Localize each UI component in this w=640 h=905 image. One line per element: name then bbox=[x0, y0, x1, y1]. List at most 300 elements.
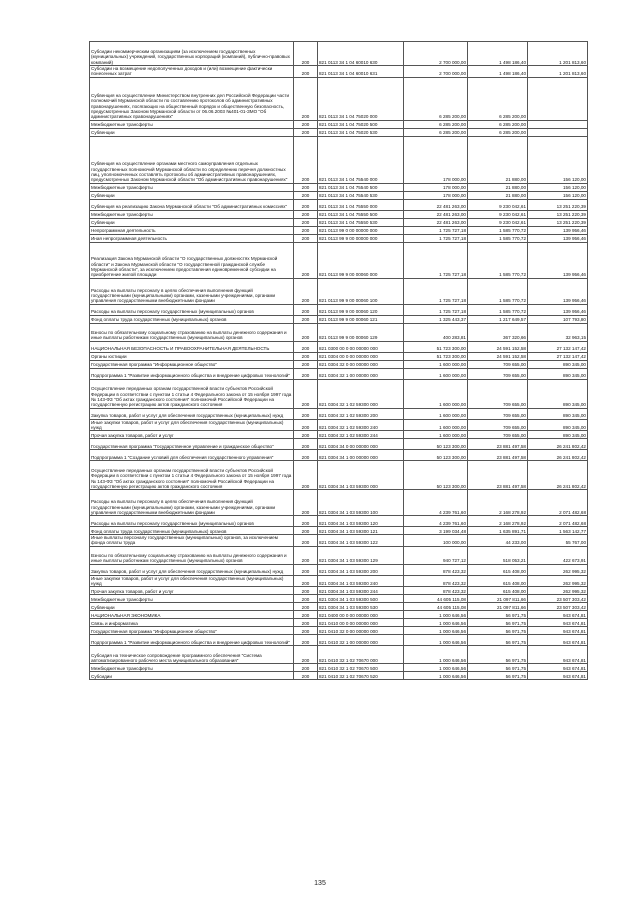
row-approved-cell: 878 423,32 bbox=[404, 575, 468, 587]
row-classification-cell: 821 0410 32 1 00 00000 000 bbox=[318, 635, 404, 646]
row-approved-cell: 22 481 263,00 bbox=[404, 218, 468, 226]
table-row bbox=[90, 304, 588, 315]
row-executed-cell: 709 655,00 bbox=[468, 379, 528, 408]
row-code-cell: 200 bbox=[294, 304, 318, 315]
row-executed-cell: 709 655,00 bbox=[468, 360, 528, 368]
row-executed-cell: 44 233,00 bbox=[468, 535, 528, 547]
row-approved-cell: 1 325 443,37 bbox=[404, 315, 468, 323]
row-name-cell: Субвенция на осуществление Министерством внутренних дел Российской Федерации части полномочий Мурманской области по составлению протоколов об административных правонарушениях, посягающих на общественный порядок и общественную безопасность, предусмотренных Законом Мурманской области от 06.06.2003 №401-01-ЗМО "Об административных правонарушениях" bbox=[90, 77, 294, 120]
row-name-cell: Межбюджетные трансферты bbox=[90, 120, 294, 128]
row-approved-cell: 1 000 646,56 bbox=[404, 664, 468, 672]
row-code-cell: 200 bbox=[294, 379, 318, 408]
row-classification-cell: 821 0304 34 1 03 59300 500 bbox=[318, 595, 404, 603]
row-unexecuted-cell: 890 345,00 bbox=[528, 360, 588, 368]
row-unexecuted-cell: 139 956,46 bbox=[528, 242, 588, 278]
row-executed-cell: 518 053,21 bbox=[468, 546, 528, 564]
table-row bbox=[90, 242, 588, 278]
row-approved-cell: 100 000,00 bbox=[404, 535, 468, 547]
row-code-cell: 200 bbox=[294, 535, 318, 547]
row-name-cell: Государственная программа "Информационное общество" bbox=[90, 360, 294, 368]
row-unexecuted-cell: 262 995,32 bbox=[528, 564, 588, 575]
row-unexecuted-cell: 32 963,15 bbox=[528, 323, 588, 341]
table-row bbox=[90, 587, 588, 595]
row-classification-cell: 821 0113 34 1 04 75020 530 bbox=[318, 128, 404, 136]
row-name-cell: Подпрограмма 1 "Развитие информационного общества и внедрение цифровых технологий" bbox=[90, 635, 294, 646]
row-name-cell: Реализация Закона Мурманской области "О государственных должностях Мурманской области" и Закона Мурманской области "О государственной гражданской службе Мурманской области", за исключением предоставления единовременной субсидии на приобретение жилой площади bbox=[90, 242, 294, 278]
table-row bbox=[90, 315, 588, 323]
row-unexecuted-cell: 2 071 482,68 bbox=[528, 516, 588, 527]
table-row bbox=[90, 66, 588, 78]
row-code-cell: 200 bbox=[294, 603, 318, 611]
row-classification-cell: 821 0113 99 9 00 00060 129 bbox=[318, 323, 404, 341]
row-name-cell: Взносы по обязательному социальному страхованию на выплаты денежного содержания и иные выплаты работникам государственных (муниципальных) органов bbox=[90, 323, 294, 341]
row-approved-cell: 1 600 000,00 bbox=[404, 368, 468, 379]
row-unexecuted-cell: 13 251 220,39 bbox=[528, 210, 588, 218]
row-executed-cell: 21 097 811,66 bbox=[468, 595, 528, 603]
row-classification-cell: 821 0410 32 1 02 70670 500 bbox=[318, 664, 404, 672]
table-row bbox=[90, 672, 588, 680]
table-row bbox=[90, 635, 588, 646]
row-unexecuted-cell: 139 956,46 bbox=[528, 304, 588, 315]
row-code-cell: 200 bbox=[294, 635, 318, 646]
row-code-cell: 200 bbox=[294, 461, 318, 490]
row-classification-cell: 821 0304 32 0 00 00000 000 bbox=[318, 360, 404, 368]
row-unexecuted-cell: 139 956,46 bbox=[528, 226, 588, 234]
row-executed-cell: 1 585 770,72 bbox=[468, 278, 528, 304]
row-name-cell: Закупка товаров, работ и услуг для обеспечения государственных (муниципальных) нужд bbox=[90, 564, 294, 575]
row-classification-cell: 821 0113 99 9 00 00060 120 bbox=[318, 304, 404, 315]
row-classification-cell: 821 0113 99 9 00 00060 100 bbox=[318, 278, 404, 304]
table-row bbox=[90, 564, 588, 575]
row-approved-cell: 400 283,81 bbox=[404, 323, 468, 341]
row-unexecuted-cell: 13 251 220,39 bbox=[528, 218, 588, 226]
table-row bbox=[90, 461, 588, 490]
table-row bbox=[90, 627, 588, 635]
row-code-cell: 200 bbox=[294, 419, 318, 431]
row-executed-cell: 615 408,00 bbox=[468, 587, 528, 595]
row-name-cell: Расходы на выплаты персоналу в целях обеспечения выполнения функций государственными (муниципальными) органами, казенными учреждениями, органами управления государственными внебюджетными фондами bbox=[90, 278, 294, 304]
table-row bbox=[90, 368, 588, 379]
row-unexecuted-cell: 422 673,91 bbox=[528, 546, 588, 564]
row-unexecuted-cell bbox=[528, 120, 588, 128]
row-code-cell: 200 bbox=[294, 595, 318, 603]
row-code-cell: 200 bbox=[294, 352, 318, 360]
row-name-cell: Фонд оплаты труда государственных (муниципальных) органов bbox=[90, 527, 294, 535]
row-classification-cell: 821 0304 34 1 03 59300 530 bbox=[318, 603, 404, 611]
row-executed-cell: 56 971,75 bbox=[468, 635, 528, 646]
row-approved-cell: 178 000,00 bbox=[404, 183, 468, 191]
row-unexecuted-cell: 55 767,00 bbox=[528, 535, 588, 547]
row-unexecuted-cell: 890 345,00 bbox=[528, 408, 588, 419]
row-unexecuted-cell: 23 507 303,42 bbox=[528, 595, 588, 603]
row-executed-cell: 24 591 152,58 bbox=[468, 352, 528, 360]
row-approved-cell: 878 423,32 bbox=[404, 564, 468, 575]
table-row bbox=[90, 450, 588, 461]
row-code-cell: 200 bbox=[294, 360, 318, 368]
row-executed-cell: 56 971,75 bbox=[468, 646, 528, 664]
row-unexecuted-cell: 156 120,00 bbox=[528, 183, 588, 191]
row-code-cell: 200 bbox=[294, 315, 318, 323]
row-code-cell: 200 bbox=[294, 546, 318, 564]
page-number: 135 bbox=[314, 880, 326, 887]
row-executed-cell: 6 285 200,00 bbox=[468, 128, 528, 136]
row-name-cell: Субсидии bbox=[90, 672, 294, 680]
row-unexecuted-cell: 943 674,81 bbox=[528, 646, 588, 664]
row-classification-cell: 821 0304 34 0 00 00000 000 bbox=[318, 439, 404, 450]
row-classification-cell: 821 0113 34 1 04 75020 000 bbox=[318, 77, 404, 120]
table-row bbox=[90, 352, 588, 360]
table-row bbox=[90, 234, 588, 242]
table-row bbox=[90, 183, 588, 191]
row-unexecuted-cell bbox=[528, 128, 588, 136]
row-classification-cell: 821 0113 34 1 04 75540 000 bbox=[318, 136, 404, 183]
table-row bbox=[90, 419, 588, 431]
row-approved-cell: 1 725 727,18 bbox=[404, 226, 468, 234]
row-classification-cell: 821 0304 34 1 03 59300 200 bbox=[318, 564, 404, 575]
table-row bbox=[90, 199, 588, 210]
row-name-cell: Подпрограмма 1 "Развитие информационного общества и внедрение цифровых технологий" bbox=[90, 368, 294, 379]
row-classification-cell: 821 0113 34 1 04 75550 500 bbox=[318, 210, 404, 218]
row-code-cell: 200 bbox=[294, 341, 318, 352]
table-row bbox=[90, 664, 588, 672]
row-unexecuted-cell: 26 241 802,42 bbox=[528, 439, 588, 450]
row-classification-cell: 821 0410 32 1 02 70670 520 bbox=[318, 672, 404, 680]
table-body bbox=[90, 42, 588, 680]
row-executed-cell: 709 655,00 bbox=[468, 431, 528, 439]
row-executed-cell: 24 591 152,58 bbox=[468, 341, 528, 352]
row-executed-cell: 367 320,66 bbox=[468, 323, 528, 341]
table-row bbox=[90, 431, 588, 439]
row-code-cell: 200 bbox=[294, 564, 318, 575]
row-executed-cell: 56 971,75 bbox=[468, 627, 528, 635]
row-unexecuted-cell: 156 120,00 bbox=[528, 136, 588, 183]
row-name-cell: Расходы на выплаты персоналу государственных (муниципальных) органов bbox=[90, 304, 294, 315]
row-classification-cell: 821 0410 32 1 02 70670 000 bbox=[318, 646, 404, 664]
row-name-cell: Государственная программа "Информационное общество" bbox=[90, 627, 294, 635]
row-unexecuted-cell: 262 995,32 bbox=[528, 587, 588, 595]
row-approved-cell: 50 123 300,00 bbox=[404, 439, 468, 450]
row-classification-cell: 821 0304 00 0 00 00000 000 bbox=[318, 352, 404, 360]
row-name-cell: Государственная программа "Государственное управление и гражданское общество" bbox=[90, 439, 294, 450]
row-classification-cell: 821 0304 34 1 03 59300 240 bbox=[318, 575, 404, 587]
row-approved-cell: 6 285 200,00 bbox=[404, 128, 468, 136]
row-name-cell: Расходы на выплаты персоналу государственных (муниципальных) органов bbox=[90, 516, 294, 527]
row-unexecuted-cell: 27 132 147,42 bbox=[528, 341, 588, 352]
row-code-cell: 200 bbox=[294, 450, 318, 461]
row-name-cell: Фонд оплаты труда государственных (муниципальных) органов bbox=[90, 315, 294, 323]
row-classification-cell: 821 0113 34 1 04 75540 500 bbox=[318, 183, 404, 191]
row-executed-cell: 1 585 770,72 bbox=[468, 234, 528, 242]
row-classification-cell: 821 0113 34 1 04 60010 631 bbox=[318, 66, 404, 78]
row-code-cell: 200 bbox=[294, 210, 318, 218]
row-executed-cell: 1 217 649,57 bbox=[468, 315, 528, 323]
row-classification-cell: 821 0304 34 1 03 59300 000 bbox=[318, 461, 404, 490]
row-executed-cell: 21 097 811,66 bbox=[468, 603, 528, 611]
row-name-cell: Иные выплаты персоналу государственных (муниципальных) органов, за исключением фонда оплаты труда bbox=[90, 535, 294, 547]
row-approved-cell: 1 725 727,18 bbox=[404, 304, 468, 315]
table-row bbox=[90, 439, 588, 450]
table-row bbox=[90, 646, 588, 664]
row-name-cell: Закупка товаров, работ и услуг для обеспечения государственных (муниципальных) нужд bbox=[90, 408, 294, 419]
row-approved-cell: 22 481 263,00 bbox=[404, 210, 468, 218]
table-row bbox=[90, 218, 588, 226]
row-code-cell: 200 bbox=[294, 66, 318, 78]
row-name-cell: Субвенции bbox=[90, 603, 294, 611]
row-approved-cell: 1 000 646,56 bbox=[404, 646, 468, 664]
row-approved-cell: 1 600 000,00 bbox=[404, 360, 468, 368]
row-unexecuted-cell: 2 071 482,68 bbox=[528, 490, 588, 516]
row-executed-cell: 1 635 891,71 bbox=[468, 527, 528, 535]
row-executed-cell: 1 498 186,40 bbox=[468, 42, 528, 66]
table-row bbox=[90, 611, 588, 619]
table-row bbox=[90, 595, 588, 603]
row-approved-cell: 50 123 300,00 bbox=[404, 450, 468, 461]
row-approved-cell: 1 725 727,18 bbox=[404, 242, 468, 278]
row-approved-cell: 1 000 646,56 bbox=[404, 635, 468, 646]
row-unexecuted-cell: 13 251 220,39 bbox=[528, 199, 588, 210]
row-name-cell: Органы юстиции bbox=[90, 352, 294, 360]
row-classification-cell: 821 0410 32 0 00 00000 000 bbox=[318, 627, 404, 635]
row-code-cell: 200 bbox=[294, 278, 318, 304]
row-approved-cell: 22 481 263,00 bbox=[404, 199, 468, 210]
row-classification-cell: 821 0304 34 1 03 59300 100 bbox=[318, 490, 404, 516]
row-executed-cell: 56 971,75 bbox=[468, 611, 528, 619]
row-name-cell: Межбюджетные трансферты bbox=[90, 664, 294, 672]
row-classification-cell: 821 0113 99 9 00 00060 000 bbox=[318, 242, 404, 278]
row-name-cell: НАЦИОНАЛЬНАЯ ЭКОНОМИКА bbox=[90, 611, 294, 619]
table-row bbox=[90, 191, 588, 199]
table-row bbox=[90, 379, 588, 408]
row-classification-cell: 821 0400 00 0 00 00000 000 bbox=[318, 611, 404, 619]
row-approved-cell: 178 000,00 bbox=[404, 136, 468, 183]
row-executed-cell: 709 655,00 bbox=[468, 368, 528, 379]
row-approved-cell: 1 000 646,56 bbox=[404, 619, 468, 627]
row-approved-cell: 1 600 000,00 bbox=[404, 408, 468, 419]
table-row bbox=[90, 136, 588, 183]
row-name-cell: Субвенция на реализацию Закона Мурманской области "Об административных комиссиях" bbox=[90, 199, 294, 210]
row-code-cell: 200 bbox=[294, 672, 318, 680]
row-approved-cell: 44 605 115,08 bbox=[404, 603, 468, 611]
row-name-cell: Расходы на выплаты персоналу в целях обеспечения выполнения функций государственными (муниципальными) органами, казенными учреждениями, органами управления государственными внебюджетными фондами bbox=[90, 490, 294, 516]
row-code-cell: 200 bbox=[294, 183, 318, 191]
row-name-cell: Осуществление переданных органам государственной власти субъектов Российской Федерации в соответствии с пунктом 1 статьи 4 Федерального закона от 15 ноября 1997 года № 143-ФЗ "Об актах гражданского состояния" полномочий Российской Федерации на государственную регистрацию актов гражданского состояния bbox=[90, 379, 294, 408]
row-code-cell: 200 bbox=[294, 128, 318, 136]
row-approved-cell: 878 423,32 bbox=[404, 587, 468, 595]
row-classification-cell: 821 0300 00 0 00 00000 000 bbox=[318, 341, 404, 352]
table-row bbox=[90, 210, 588, 218]
table-row bbox=[90, 408, 588, 419]
row-name-cell: Осуществление переданных органам государственной власти субъектов Российской Федерации в соответствии с пунктом 1 статьи 4 Федерального закона от 15 ноября 1997 года № 143-ФЗ "Об актах гражданского состояния" полномочий Российской Федерации на государственную регистрацию актов гражданского состояния bbox=[90, 461, 294, 490]
row-name-cell: Подпрограмма 1 "Создание условий для обеспечения государственного управления" bbox=[90, 450, 294, 461]
row-name-cell: Прочая закупка товаров, работ и услуг bbox=[90, 431, 294, 439]
row-executed-cell: 21 880,00 bbox=[468, 136, 528, 183]
row-unexecuted-cell: 26 241 802,42 bbox=[528, 450, 588, 461]
row-code-cell: 200 bbox=[294, 77, 318, 120]
row-code-cell: 200 bbox=[294, 439, 318, 450]
row-unexecuted-cell: 139 956,46 bbox=[528, 234, 588, 242]
table-row bbox=[90, 341, 588, 352]
row-unexecuted-cell: 262 995,32 bbox=[528, 575, 588, 587]
row-executed-cell: 1 585 770,72 bbox=[468, 226, 528, 234]
row-classification-cell: 821 0113 99 0 00 00000 000 bbox=[318, 226, 404, 234]
row-name-cell: НАЦИОНАЛЬНАЯ БЕЗОПАСНОСТЬ И ПРАВООХРАНИТЕЛЬНАЯ ДЕЯТЕЛЬНОСТЬ bbox=[90, 341, 294, 352]
row-code-cell: 200 bbox=[294, 120, 318, 128]
row-name-cell: Межбюджетные трансферты bbox=[90, 183, 294, 191]
row-approved-cell: 1 725 727,18 bbox=[404, 234, 468, 242]
row-code-cell: 200 bbox=[294, 627, 318, 635]
row-approved-cell: 1 000 646,56 bbox=[404, 672, 468, 680]
row-classification-cell: 821 0304 34 1 03 59300 121 bbox=[318, 527, 404, 535]
row-executed-cell: 6 285 200,00 bbox=[468, 120, 528, 128]
row-approved-cell: 4 239 761,60 bbox=[404, 516, 468, 527]
row-executed-cell: 2 168 278,92 bbox=[468, 490, 528, 516]
row-name-cell: Субсидия на техническое сопровождение программного обеспечения "Система автоматизированного рабочего места муниципального образования" bbox=[90, 646, 294, 664]
row-classification-cell: 821 0304 32 1 02 59300 244 bbox=[318, 431, 404, 439]
table-row bbox=[90, 226, 588, 234]
table-row bbox=[90, 575, 588, 587]
row-unexecuted-cell: 943 674,81 bbox=[528, 619, 588, 627]
row-classification-cell: 821 0304 34 1 00 00000 000 bbox=[318, 450, 404, 461]
table-row bbox=[90, 278, 588, 304]
row-executed-cell: 9 230 042,61 bbox=[468, 199, 528, 210]
row-approved-cell: 51 723 300,00 bbox=[404, 352, 468, 360]
row-code-cell: 200 bbox=[294, 516, 318, 527]
row-approved-cell: 1 600 000,00 bbox=[404, 431, 468, 439]
budget-execution-table bbox=[89, 41, 588, 680]
row-code-cell: 200 bbox=[294, 218, 318, 226]
row-code-cell: 200 bbox=[294, 619, 318, 627]
row-executed-cell: 6 285 200,00 bbox=[468, 77, 528, 120]
row-code-cell: 200 bbox=[294, 234, 318, 242]
row-name-cell: Иная непрограммная деятельность bbox=[90, 234, 294, 242]
row-code-cell: 200 bbox=[294, 611, 318, 619]
row-unexecuted-cell: 27 132 147,42 bbox=[528, 352, 588, 360]
row-executed-cell: 9 230 042,61 bbox=[468, 210, 528, 218]
table-row bbox=[90, 546, 588, 564]
row-classification-cell: 821 0113 34 1 04 75550 000 bbox=[318, 199, 404, 210]
row-code-cell: 200 bbox=[294, 490, 318, 516]
row-executed-cell: 23 881 497,58 bbox=[468, 450, 528, 461]
row-executed-cell: 56 971,75 bbox=[468, 664, 528, 672]
row-name-cell: Прочая закупка товаров, работ и услуг bbox=[90, 587, 294, 595]
row-approved-cell: 1 725 727,18 bbox=[404, 278, 468, 304]
row-unexecuted-cell: 107 793,80 bbox=[528, 315, 588, 323]
report-page bbox=[89, 41, 587, 680]
row-code-cell: 200 bbox=[294, 587, 318, 595]
table-row bbox=[90, 77, 588, 120]
row-unexecuted-cell: 890 345,00 bbox=[528, 368, 588, 379]
row-unexecuted-cell: 1 563 142,77 bbox=[528, 527, 588, 535]
row-classification-cell: 821 0304 32 1 02 59300 240 bbox=[318, 419, 404, 431]
row-executed-cell: 21 880,00 bbox=[468, 191, 528, 199]
row-name-cell: Межбюджетные трансферты bbox=[90, 210, 294, 218]
row-name-cell: Иные закупки товаров, работ и услуг для обеспечения государственных (муниципальных) нужд bbox=[90, 575, 294, 587]
row-classification-cell: 821 0304 32 1 02 59300 200 bbox=[318, 408, 404, 419]
row-code-cell: 200 bbox=[294, 136, 318, 183]
row-classification-cell: 821 0410 00 0 00 00000 000 bbox=[318, 619, 404, 627]
row-unexecuted-cell: 1 201 813,60 bbox=[528, 66, 588, 78]
table-row bbox=[90, 128, 588, 136]
row-classification-cell: 821 0113 99 9 00 00060 121 bbox=[318, 315, 404, 323]
table-row bbox=[90, 490, 588, 516]
row-name-cell: Взносы по обязательному социальному страхованию на выплаты денежного содержания и иные выплаты работникам государственных (муниципальных) органов bbox=[90, 546, 294, 564]
row-executed-cell: 56 971,75 bbox=[468, 672, 528, 680]
row-executed-cell: 56 971,75 bbox=[468, 619, 528, 627]
row-executed-cell: 1 585 770,72 bbox=[468, 304, 528, 315]
row-executed-cell: 9 230 042,61 bbox=[468, 218, 528, 226]
row-unexecuted-cell: 943 674,81 bbox=[528, 627, 588, 635]
row-approved-cell: 1 600 000,00 bbox=[404, 379, 468, 408]
table-row bbox=[90, 527, 588, 535]
row-unexecuted-cell: 23 507 303,42 bbox=[528, 603, 588, 611]
row-name-cell: Субвенции bbox=[90, 128, 294, 136]
row-approved-cell: 50 123 300,00 bbox=[404, 461, 468, 490]
row-unexecuted-cell bbox=[528, 77, 588, 120]
row-unexecuted-cell: 139 956,46 bbox=[528, 278, 588, 304]
row-unexecuted-cell: 26 241 802,42 bbox=[528, 461, 588, 490]
row-executed-cell: 709 655,00 bbox=[468, 419, 528, 431]
row-executed-cell: 2 168 278,92 bbox=[468, 516, 528, 527]
row-name-cell: Субсидии на возмещение недополученных доходов и (или) возмещение фактически понесенных затрат bbox=[90, 66, 294, 78]
row-name-cell: Субвенции bbox=[90, 191, 294, 199]
row-unexecuted-cell: 943 674,81 bbox=[528, 664, 588, 672]
row-classification-cell: 821 0113 34 1 04 75540 530 bbox=[318, 191, 404, 199]
row-classification-cell: 821 0304 34 1 03 59300 122 bbox=[318, 535, 404, 547]
row-classification-cell: 821 0113 34 1 04 75550 530 bbox=[318, 218, 404, 226]
row-classification-cell: 821 0113 34 1 04 60010 630 bbox=[318, 42, 404, 66]
row-classification-cell: 821 0113 99 9 00 00000 000 bbox=[318, 234, 404, 242]
table-row bbox=[90, 323, 588, 341]
row-code-cell: 200 bbox=[294, 323, 318, 341]
row-unexecuted-cell: 890 345,00 bbox=[528, 431, 588, 439]
row-approved-cell: 3 199 034,48 bbox=[404, 527, 468, 535]
row-approved-cell: 6 285 200,00 bbox=[404, 77, 468, 120]
row-unexecuted-cell: 890 345,00 bbox=[528, 419, 588, 431]
row-executed-cell: 23 881 497,58 bbox=[468, 461, 528, 490]
row-classification-cell: 821 0113 34 1 04 75020 500 bbox=[318, 120, 404, 128]
row-code-cell: 200 bbox=[294, 42, 318, 66]
row-code-cell: 200 bbox=[294, 408, 318, 419]
row-approved-cell: 2 700 000,00 bbox=[404, 42, 468, 66]
row-unexecuted-cell: 943 674,81 bbox=[528, 635, 588, 646]
row-unexecuted-cell: 156 120,00 bbox=[528, 191, 588, 199]
table-row bbox=[90, 619, 588, 627]
row-approved-cell: 44 605 115,08 bbox=[404, 595, 468, 603]
row-classification-cell: 821 0304 34 1 03 59300 129 bbox=[318, 546, 404, 564]
row-approved-cell: 1 600 000,00 bbox=[404, 419, 468, 431]
table-row bbox=[90, 535, 588, 547]
row-code-cell: 200 bbox=[294, 431, 318, 439]
row-executed-cell: 21 880,00 bbox=[468, 183, 528, 191]
row-code-cell: 200 bbox=[294, 646, 318, 664]
row-code-cell: 200 bbox=[294, 199, 318, 210]
row-unexecuted-cell: 943 674,81 bbox=[528, 611, 588, 619]
row-name-cell: Субвенции bbox=[90, 218, 294, 226]
row-executed-cell: 709 655,00 bbox=[468, 408, 528, 419]
row-code-cell: 200 bbox=[294, 226, 318, 234]
table-row bbox=[90, 603, 588, 611]
table-row bbox=[90, 516, 588, 527]
row-approved-cell: 6 285 200,00 bbox=[404, 120, 468, 128]
row-classification-cell: 821 0304 34 1 03 59300 244 bbox=[318, 587, 404, 595]
table-row bbox=[90, 120, 588, 128]
row-code-cell: 200 bbox=[294, 191, 318, 199]
row-classification-cell: 821 0304 32 1 02 59300 000 bbox=[318, 379, 404, 408]
row-code-cell: 200 bbox=[294, 664, 318, 672]
row-code-cell: 200 bbox=[294, 368, 318, 379]
row-executed-cell: 1 585 770,72 bbox=[468, 242, 528, 278]
row-name-cell: Непрограммная деятельность bbox=[90, 226, 294, 234]
